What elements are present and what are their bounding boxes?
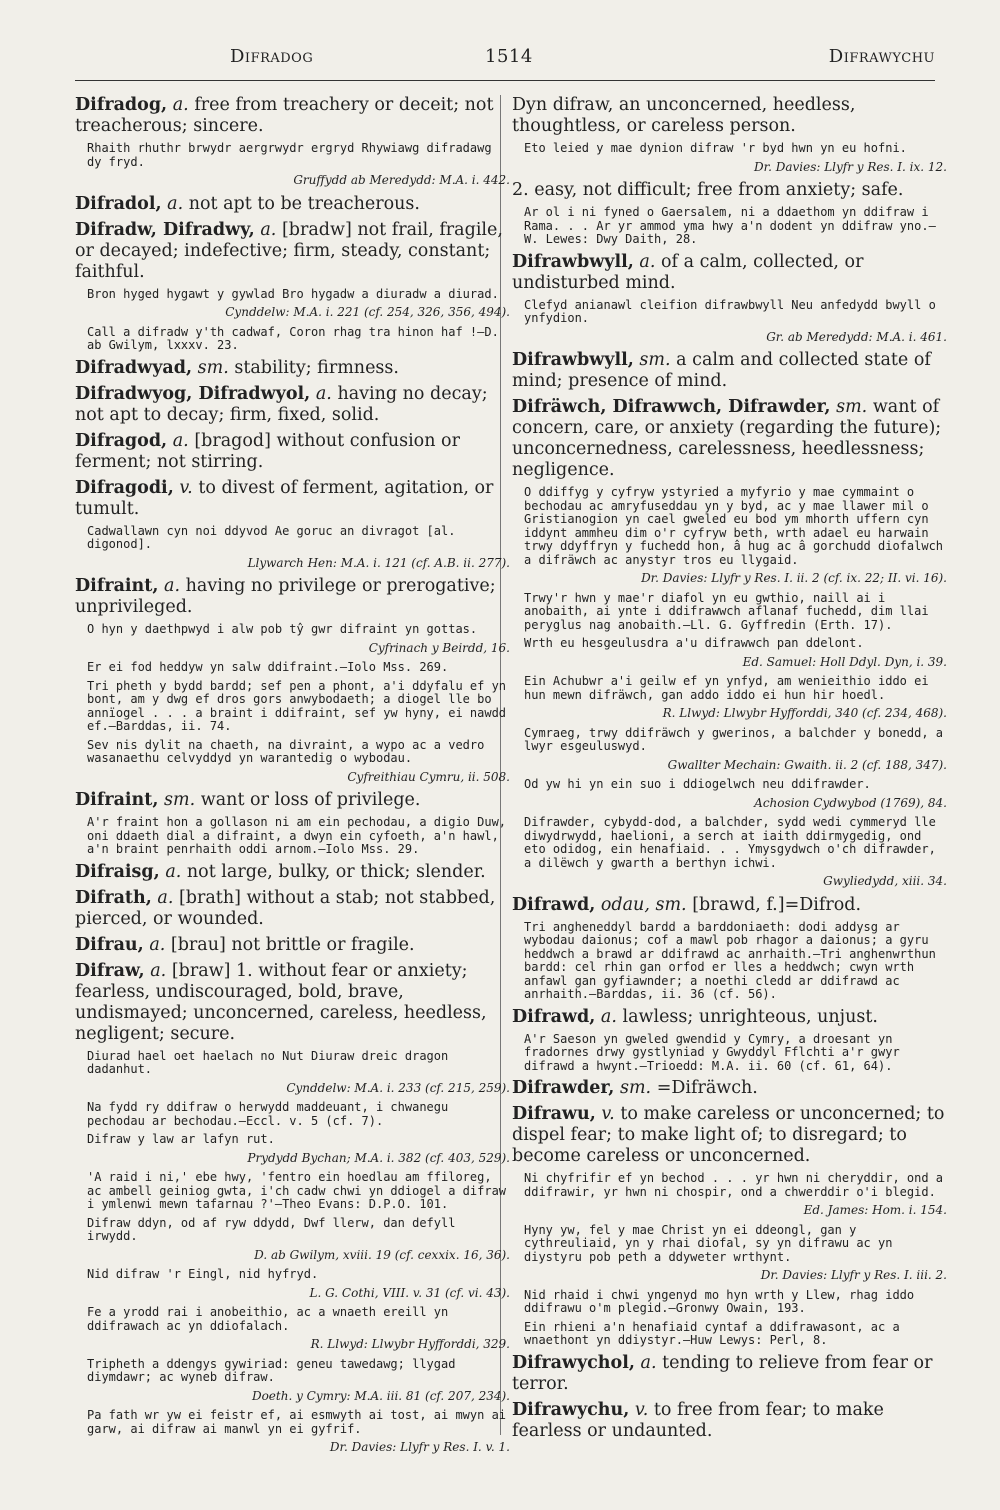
definition: to free from fear; to make fearless or undaunted. <box>512 1399 884 1441</box>
part-of-speech: a. <box>149 934 166 955</box>
part-of-speech: a. <box>150 960 167 981</box>
citation-source: R. Llwyd: Llwybr Hyfforddi, 340 (cf. 234, 468). <box>662 706 947 720</box>
part-of-speech: a. <box>167 193 184 214</box>
definition: not large, bulky, or thick; slender. <box>186 861 486 882</box>
citation-quote: Bron hyged hygawt y gywlad Bro hygadw a diuradw a diurad. <box>87 286 499 301</box>
citation-quote: Nid difraw 'r Eingl, nid hyfryd. <box>87 1267 319 1281</box>
dictionary-entry <box>512 895 947 916</box>
definition: not apt to be treacherous. <box>188 193 420 214</box>
part-of-speech: sm. <box>639 350 671 370</box>
part-of-speech: a. <box>157 887 174 908</box>
citation-source: Cyfrinach y Beirdd, 16. <box>368 640 510 655</box>
headword: Difraisg, <box>75 861 160 882</box>
headword: Difrawbwyll, <box>512 350 634 370</box>
citation-source: Doeth. y Cymry: M.A. iii. 81 (cf. 207, 234). <box>251 1388 510 1403</box>
definition: want or loss of privilege. <box>200 790 421 810</box>
headword: Difrawd, <box>512 894 596 915</box>
definition: [bradw] not frail, fragile, or decayed; indefective; firm, steady, constant; faithful. <box>75 219 503 282</box>
headword: Difradwyad, <box>75 357 193 378</box>
citation-quote: Tri pheth y bydd bardd; sef pen a phont, a'i ddyfalu ef yn bont, am y dwg ef dros gors anwybodaeth; a diogel lle bo annïogel . . . a braint i ddifraint, sef yw hyny, ei nawdd ef.—Barddas, ii. 74. <box>87 678 507 733</box>
citation-source: Gr. ab Meredydd: M.A. i. 461. <box>766 329 947 344</box>
citation-quote: O ddiffyg y cyfryw ystyried a myfyrio y mae cymmaint o bechodau ac amryfuseddau yn y byd, ac y mae llawer mil o Gristianogion yn cael gweled eu bod ym mhorth uffern cyn iddynt ammheu dim o'r cyfryw beth, wrth adael eu harwain trwy ddyffryn y fuchedd hon, â hug ac â gorchudd diofalwch a difräwch ac anystyr tros eu llygaid. <box>524 485 944 567</box>
left-guide-word: Difradog <box>230 46 314 67</box>
right-guide-word: Difrawychu <box>828 46 935 67</box>
citation-source: Gwallter Mechain: Gwaith. ii. 2 (cf. 188, 347). <box>667 757 947 772</box>
citation-quote: Clefyd anianawl cleifion difrawbwyll Neu anfedydd bwyll o ynfydion. <box>524 297 936 325</box>
dictionary-entry <box>512 1078 947 1099</box>
definition: having no privilege or prerogative; unprivileged. <box>75 576 496 617</box>
definition: of a calm, collected, or undisturbed mind. <box>512 251 864 293</box>
citation-quote: Cadwallawn cyn noi ddyvod Ae goruc an divragot [al. digonod]. <box>87 523 456 551</box>
part-of-speech: v. <box>179 477 193 498</box>
definition: [brau] not brittle or fragile. <box>170 934 415 955</box>
citation-source: L. G. Cothi, VIII. v. 31 (cf. vi. 43). <box>309 1285 510 1300</box>
citation-quote: Difraw ddyn, od af ryw ddydd, Dwf llerw, dan defyll irwydd. <box>87 1215 456 1243</box>
right-column <box>512 95 947 1447</box>
part-of-speech: sm. <box>619 1078 652 1098</box>
definition: want of concern, care, or anxiety (regarding the future); unconcernedness, carelessness, heedlessness; negligence. <box>512 397 942 480</box>
headword: Difragodi, <box>75 477 174 498</box>
dictionary-entry <box>512 1007 947 1028</box>
citation-quote: Od yw hi yn ein suo i ddiogelwch neu ddifrawder. <box>524 777 871 791</box>
part-of-speech: a. <box>639 251 656 272</box>
dictionary-entry <box>512 1353 947 1395</box>
citation-quote: Ar ol i ni fyned o Gaersalem, ni a ddaethom yn ddifraw i Rama. . . Ar yr ammod yma hwy a'n dodent yn ddifraw yno.—W. Lewes: Dwy Daith, 28. <box>524 205 936 246</box>
dictionary-entry <box>512 252 947 294</box>
part-of-speech: a. <box>260 219 277 240</box>
citation-quote: A'r fraint hon a gollason ni am ein pechodau, a digio Duw, oni ddaeth dial a difraint, a dwyn ein cyfoeth, a'n hawl, a'n braint penrhaith oddi arnom.—Iolo Mss. 29. <box>87 815 507 856</box>
definition: [bragod] without confusion or ferment; not stirring. <box>75 430 460 472</box>
citation-source: Llywarch Hen: M.A. i. 121 (cf. A.B. ii. 277). <box>247 555 510 570</box>
citation-quote: Cymraeg, trwy ddifräwch y gwerinos, a balchder y bonedd, a lwyr esgeuluswyd. <box>524 725 944 753</box>
part-of-speech: v. <box>601 1104 615 1124</box>
definition: lawless; unrighteous, unjust. <box>622 1006 878 1027</box>
citation-quote: Sev nis dylit na chaeth, na divraint, a wypo ac a vedro wasanaethu celvyddyd yn warantedig o wybodau. <box>87 737 485 765</box>
citation-source: Cynddelw: M.A. i. 233 (cf. 215, 259). <box>286 1080 510 1095</box>
definition: [braw] 1. without fear or anxiety; fearless, undiscouraged, bold, brave, undismayed; unconcerned, careless, heedless, negligent; secure. <box>75 960 487 1044</box>
dictionary-entry <box>75 862 510 883</box>
dictionary-entry <box>75 431 510 473</box>
definition: =Difräwch. <box>656 1078 758 1098</box>
headword: Difradwyog, Difradwyol, <box>75 383 311 404</box>
part-of-speech: odau, sm. <box>600 894 687 915</box>
citation-quote: Difrawder, cybydd-dod, a balchder, sydd wedi cymmeryd lle diwydrwydd, haelioni, a serch at iaith ddirmygedig, ond eto odidog, ein henafiaid. . . Ymysgydwch o'ch difrawder, a dilëwch y gwarth a berthyn ichwi. <box>524 815 936 870</box>
dictionary-entry <box>512 1104 947 1167</box>
citation-source: Achosion Cydwybod (1769), 84. <box>754 795 947 810</box>
definition: having no decay; not apt to decay; firm, fixed, solid. <box>75 383 488 425</box>
citation-quote: Ein Achubwr a'i geilw ef yn ynfyd, am wenieithio iddo ei hun mewn difräwch, gan addo iddo ei hun hir hoedl. <box>524 674 929 702</box>
part-of-speech: sm. <box>164 790 196 810</box>
dictionary-entry <box>75 576 510 618</box>
dictionary-entry <box>512 350 947 392</box>
dictionary-entry <box>75 961 510 1045</box>
dictionary-entry <box>75 358 510 379</box>
citation-source: Cynddelw: M.A. i. 221 (cf. 254, 326, 356, 494). <box>225 305 510 319</box>
headword: Difrau, <box>75 934 144 955</box>
headword: Difrawychu, <box>512 1399 630 1420</box>
citation-quote: Na fydd ry ddifraw o herwydd maddeuant, i chwanegu pechodau ar bechodau.—Eccl. v. 5 (cf. 7). <box>87 1100 449 1128</box>
citation-quote: Rhaith rhuthr brwydr aergrwydr ergryd Rhywiawg difradawg dy fryd. <box>87 141 492 169</box>
citation-quote: Wrth eu hesgeulusdra a'u difrawwch pan ddelont. <box>524 636 864 650</box>
citation-quote: Nid rhaid i chwi yngenyd mo hyn wrth y Llew, rhag iddo ddifrawu o'm plegid.—Gronwy Owain, 193. <box>524 1287 915 1315</box>
part-of-speech: a. <box>600 1006 617 1027</box>
entry-sense <box>512 180 947 201</box>
dictionary-entry <box>75 384 510 426</box>
page-number: 1514 <box>485 46 533 67</box>
headword: Difragod, <box>75 430 168 451</box>
page-header <box>75 38 935 78</box>
definition: [brath] without a stab; not stabbed, pierced, or wounded. <box>75 887 496 929</box>
part-of-speech: sm. <box>197 357 229 378</box>
part-of-speech: a. <box>165 861 182 882</box>
definition: Dyn difraw, an unconcerned, heedless, thoughtless, or careless person. <box>512 95 856 136</box>
citation-quote: Tri angheneddyl bardd a barddoniaeth: dodi addysg ar wybodau daionus; cof a mawl pob rhagor a daionus; a gyru heddwch a brawd ar ddifrawd ac anrhaith.—Tri anghenwrthun bardd: cel rhin gan orfod er lles a heddwch; cwyn wrth anfawl gan gyfiawnder; a noethi cledd ar ddifrawd ac anrhaith.—Barddas, ii. 36 (cf. 56). <box>524 919 936 1001</box>
headword: Difraw, <box>75 960 145 981</box>
citation-quote: O hyn y daethpwyd i alw pob tŷ gwr difraint yn gottas. <box>87 622 478 636</box>
citation-quote: Ni chyfrifir ef yn bechod . . . yr hwn ni cheryddir, ond a ddifrawir, yr hwn ni chospir, ond a chwerddir o'i blegid. <box>524 1171 944 1199</box>
citation-source: Cyfreithiau Cymru, ii. 508. <box>347 769 510 784</box>
part-of-speech: a. <box>172 95 189 115</box>
header-rule <box>75 80 935 81</box>
dictionary-entry <box>512 397 947 481</box>
definition: to make careless or unconcerned; to dispel fear; to make light of; to disregard; to become careless or unconcerned. <box>512 1104 945 1166</box>
entry-sense <box>512 95 947 137</box>
citation-source: Gwyliedydd, xiii. 34. <box>823 874 947 888</box>
part-of-speech: a. <box>164 576 181 596</box>
citation-quote: Trwy'r hwn y mae'r diafol yn eu gwthio, naill ai i anobaith, ai ynte i ddifrawwch aflanaf fuchedd, dim llai peryglus nag anobaith.—Ll. G. Gyffredin (Erth. 17). <box>524 590 929 632</box>
dictionary-entry <box>75 935 510 956</box>
part-of-speech: a. <box>640 1352 657 1373</box>
citation-quote: Difraw y law ar lafyn rut. <box>87 1132 275 1146</box>
definition: to divest of ferment, agitation, or tumult. <box>75 477 494 519</box>
citation-source: R. Llwyd: Llwybr Hyfforddi, 329. <box>310 1337 510 1351</box>
headword: Difradol, <box>75 193 162 214</box>
citation-source: Ed. James: Hom. i. 154. <box>803 1203 947 1217</box>
dictionary-entry <box>75 220 510 283</box>
headword: Difradw, Difradwy, <box>75 219 255 240</box>
left-column <box>75 95 510 1461</box>
citation-quote: Ein rhieni a'n henafiaid cyntaf a ddifrawasont, ac a wnaethont yn ddiystyr.—Huw Lewys: Perl, 8. <box>524 1319 900 1347</box>
citation-source: D. ab Gwilym, xviii. 19 (cf. cexxix. 16, 36). <box>254 1247 510 1262</box>
definition: [brawd, f.]=Difrod. <box>692 894 862 915</box>
citation-source: Ed. Samuel: Holl Ddyl. Dyn, i. 39. <box>742 654 947 669</box>
citation-source: Dr. Davies: Llyfr y Res. I. ii. 2 (cf. ix. 22; II. vi. 16). <box>641 571 947 585</box>
citation-quote: A'r Saeson yn gweled gwendid y Cymry, a droesant yn fradornes drwy gystlyniad y Gwyddyl Fflchti a'r gwyr difrawd a hwynt.—Trioedd: M.A. ii. 60 (cf. 61, 64). <box>524 1031 900 1073</box>
citation-quote: Tripheth a ddengys gywiriad: geneu tawedawg; llygad diymdawr; ac wyneb difraw. <box>87 1356 456 1384</box>
headword: Difraint, <box>75 790 159 810</box>
definition: a calm and collected state of mind; presence of mind. <box>512 350 931 391</box>
citation-quote: Hyny yw, fel y mae Christ yn ei ddeongl, gan y cythreuliaid, yn y rhai diofal, sy yn difrawu ac yn diystyru pob peth a ddyweter wrthynt. <box>524 1222 893 1264</box>
headword: Difraint, <box>75 576 159 596</box>
dictionary-entry <box>75 194 510 215</box>
part-of-speech: sm. <box>836 397 868 417</box>
headword: Difrawder, <box>512 1078 615 1098</box>
citation-source: Dr. Davies: Llyfr y Res. I. iii. 2. <box>760 1268 947 1282</box>
citation-quote: 'A raid i ni,' ebe hwy, 'fentro ein hoedlau am ffiloreg, ac ambell geiniog gwta, i'ch cadw chwi yn ddiogel a difraw i ymlenwi mewn tafarnau ?'—Theo Evans: D.P.O. 101. <box>87 1170 507 1211</box>
headword: Difrawychol, <box>512 1352 635 1373</box>
dictionary-entry <box>75 790 510 811</box>
citation-quote: Diurad hael oet haelach no Nut Diuraw dreic dragon dadanhut. <box>87 1048 449 1076</box>
definition: tending to relieve from fear or terror. <box>512 1352 933 1394</box>
citation-quote: Call a difradw y'th cadwaf, Coron rhag tra hinon haf !—D. ab Gwilym, lxxxv. 23. <box>87 324 499 352</box>
citation-quote: Pa fath wr yw ei feistr ef, ai esmwyth ai tost, ai mwyn ai garw, ai difraw ai manwl yn ei gyfrif. <box>87 1408 507 1436</box>
citation-quote: Eto leied y mae dynion difraw 'r byd hwn yn eu hofni. <box>524 141 907 155</box>
part-of-speech: a. <box>315 383 332 404</box>
dictionary-entry <box>75 95 510 137</box>
citation-source: Dr. Davies: Llyfr y Res. I. v. 1. <box>329 1440 510 1454</box>
headword: Difrawu, <box>512 1104 596 1124</box>
part-of-speech: v. <box>634 1399 649 1420</box>
citation-source: Gruffydd ab Meredydd: M.A. i. 442. <box>293 173 510 187</box>
citation-source: Prydydd Bychan; M.A. i. 382 (cf. 403, 529). <box>247 1150 510 1165</box>
definition: 2. easy, not difficult; free from anxiety; safe. <box>512 180 904 200</box>
citation-quote: Er ei fod heddyw yn salw ddifraint.—Iolo Mss. 269. <box>87 660 449 674</box>
definition: stability; firmness. <box>234 357 399 378</box>
citation-quote: Fe a yrodd rai i anobeithio, ac a wnaeth ereill yn ddifrawach ac yn ddiofalach. <box>87 1305 449 1333</box>
dictionary-entry <box>512 1400 947 1442</box>
headword: Difradog, <box>75 95 168 115</box>
headword: Difrawd, <box>512 1006 596 1027</box>
definition: free from treachery or deceit; not treacherous; sincere. <box>75 95 494 136</box>
part-of-speech: a. <box>172 430 189 451</box>
headword: Difrath, <box>75 887 152 908</box>
dictionary-entry <box>75 478 510 520</box>
headword: Difräwch, Difrawwch, Difrawder, <box>512 397 831 417</box>
citation-source: Dr. Davies: Llyfr y Res. I. ix. 12. <box>754 159 947 174</box>
dictionary-entry <box>75 888 510 930</box>
headword: Difrawbwyll, <box>512 251 634 272</box>
